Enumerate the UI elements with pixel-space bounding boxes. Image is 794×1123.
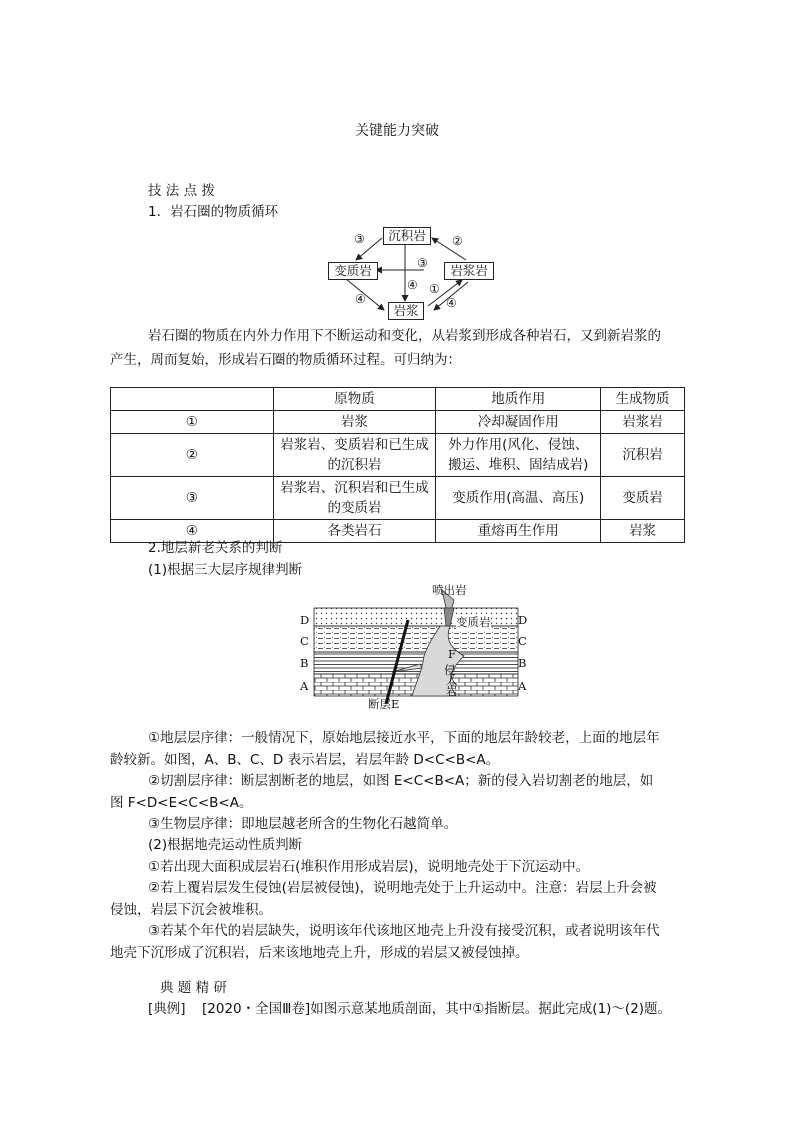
section-heading-strata: 2.地层新老关系的判断 bbox=[148, 540, 283, 556]
table-cell: 冷却凝固作用 bbox=[436, 411, 601, 434]
table-cell: 重熔再生作用 bbox=[436, 520, 601, 543]
table-header-row bbox=[111, 388, 685, 411]
table-header: 地质作用 bbox=[436, 388, 601, 411]
subheading-crust: (2)根据地壳运动性质判断 bbox=[148, 837, 303, 853]
table-header: 原物质 bbox=[273, 388, 436, 411]
point-line: ①地层层序律：一般情况下，原始地层接近水平，下面的地层年龄较老，上面的地层年 bbox=[148, 730, 660, 746]
subheading-three-laws: (1)根据三大层序规律判断 bbox=[148, 562, 303, 578]
label-f: F bbox=[448, 647, 456, 661]
point-line: ③生物层序律：即地层越老所含的生物化石越简单。 bbox=[148, 816, 458, 832]
label-intrusive: 入 bbox=[446, 673, 458, 687]
cell-line: 外力作用(风化、侵蚀、 bbox=[448, 437, 589, 453]
rock-cycle-table bbox=[110, 387, 685, 543]
point-line: ①若出现大面积成层岩石(堆积作用形成岩层)，说明地壳处于下沉运动中。 bbox=[148, 859, 590, 875]
table-cell: 岩浆岩 bbox=[601, 411, 685, 434]
label-volcanic: 喷出岩 bbox=[432, 583, 467, 597]
label-intrusive: 岩 bbox=[446, 684, 458, 698]
table-cell: 沉积岩 bbox=[601, 434, 685, 477]
example-text: [2020・全国Ⅲ卷]如图示意某地质剖面，其中①指断层。据此完成(1)～(2)题。 bbox=[202, 1001, 672, 1017]
paragraph-line: 岩石圈的物质在内外力作用下不断运动和变化，从岩浆到形成各种岩石，又到新岩浆的 bbox=[148, 328, 661, 344]
table-cell bbox=[273, 434, 436, 477]
table-row bbox=[111, 411, 685, 434]
layer-label-a-right: A bbox=[518, 679, 527, 693]
layer-label-a: A bbox=[300, 679, 309, 693]
cycle-label: ④ bbox=[446, 296, 457, 310]
table-cell: ① bbox=[111, 411, 274, 434]
table-cell: 岩浆 bbox=[273, 411, 436, 434]
table-cell: ② bbox=[111, 434, 274, 477]
layer-label-c: C bbox=[300, 634, 309, 648]
page-title: 关键能力突破 bbox=[355, 123, 439, 139]
cycle-label: ③ bbox=[417, 256, 428, 270]
node-igneous: 岩浆岩 bbox=[444, 262, 494, 280]
label-fault: 断层E bbox=[368, 697, 400, 711]
item-rock-cycle: 1．岩石圈的物质循环 bbox=[148, 204, 279, 220]
point-line: ②若上覆岩层发生侵蚀(岩层被侵蚀)，说明地壳处于上升运动中。注意：岩层上升会被 bbox=[148, 880, 657, 896]
strata-diagram bbox=[294, 583, 528, 711]
table-cell: 岩浆 bbox=[601, 520, 685, 543]
section-heading-techniques: 技 法 点 拨 bbox=[148, 183, 215, 199]
cycle-label: ④ bbox=[407, 278, 418, 292]
point-line: 龄较新。如图，A、B、C、D 表示岩层，岩层年龄 D<C<B<A。 bbox=[110, 752, 500, 768]
layer-label-c-right: C bbox=[518, 634, 527, 648]
table-row bbox=[111, 477, 685, 520]
layer-label-b: B bbox=[300, 656, 309, 670]
table-header: 生成物质 bbox=[601, 388, 685, 411]
table-cell: 变质作用(高温、高压) bbox=[436, 477, 601, 520]
strata-drawing bbox=[294, 586, 527, 710]
cycle-label: ③ bbox=[354, 232, 365, 246]
node-sedimentary: 沉积岩 bbox=[383, 227, 431, 245]
label-metamorphic: 变质岩 bbox=[456, 615, 491, 629]
cell-line: 岩浆岩、变质岩和已生成 bbox=[280, 437, 429, 453]
table-cell: 各类岩石 bbox=[273, 520, 436, 543]
example-tag: [典例] bbox=[148, 1001, 186, 1017]
table-cell: ④ bbox=[111, 520, 274, 543]
layer-label-d: D bbox=[300, 613, 310, 627]
cycle-label: ④ bbox=[355, 292, 366, 306]
table-header bbox=[111, 388, 274, 411]
cell-line: 岩浆岩、沉积岩和已生成 bbox=[280, 480, 429, 496]
point-line: 图 F<D<E<C<B<A。 bbox=[110, 795, 253, 811]
cycle-label: ② bbox=[452, 234, 463, 248]
label-intrusive: 侵 bbox=[444, 663, 456, 677]
node-magma: 岩浆 bbox=[388, 302, 424, 320]
cell-line: 的变质岩 bbox=[327, 500, 382, 516]
point-line: ②切割层序律：断层割断老的地层，如图 E<C<B<A；新的侵入岩切割老的地层，如 bbox=[148, 773, 654, 789]
node-metamorphic: 变质岩 bbox=[328, 262, 378, 280]
layer-label-b-right: B bbox=[518, 656, 527, 670]
rock-cycle-diagram bbox=[326, 224, 496, 320]
table-cell: ③ bbox=[111, 477, 274, 520]
layer-label-d-right: D bbox=[518, 613, 528, 627]
table-row bbox=[111, 434, 685, 477]
table-cell bbox=[436, 434, 601, 477]
cell-line: 搬运、堆积、固结成岩) bbox=[448, 457, 589, 473]
paragraph-line: 产生，周而复始，形成岩石圈的物质循环过程。可归纳为： bbox=[110, 352, 461, 368]
cell-line: 的沉积岩 bbox=[327, 457, 382, 473]
point-line: ③若某个年代的岩层缺失，说明该年代该地区地壳上升没有接受沉积，或者说明该年代 bbox=[148, 923, 660, 939]
table-cell: 变质岩 bbox=[601, 477, 685, 520]
point-line: 地壳下沉形成了沉积岩，后来该地地壳上升，形成的岩层又被侵蚀掉。 bbox=[110, 945, 529, 961]
table-cell bbox=[273, 477, 436, 520]
cycle-label: ① bbox=[429, 282, 440, 296]
section-heading-examples: 典 题 精 研 bbox=[160, 980, 227, 996]
point-line: 侵蚀，岩层下沉会被堆积。 bbox=[110, 902, 272, 918]
